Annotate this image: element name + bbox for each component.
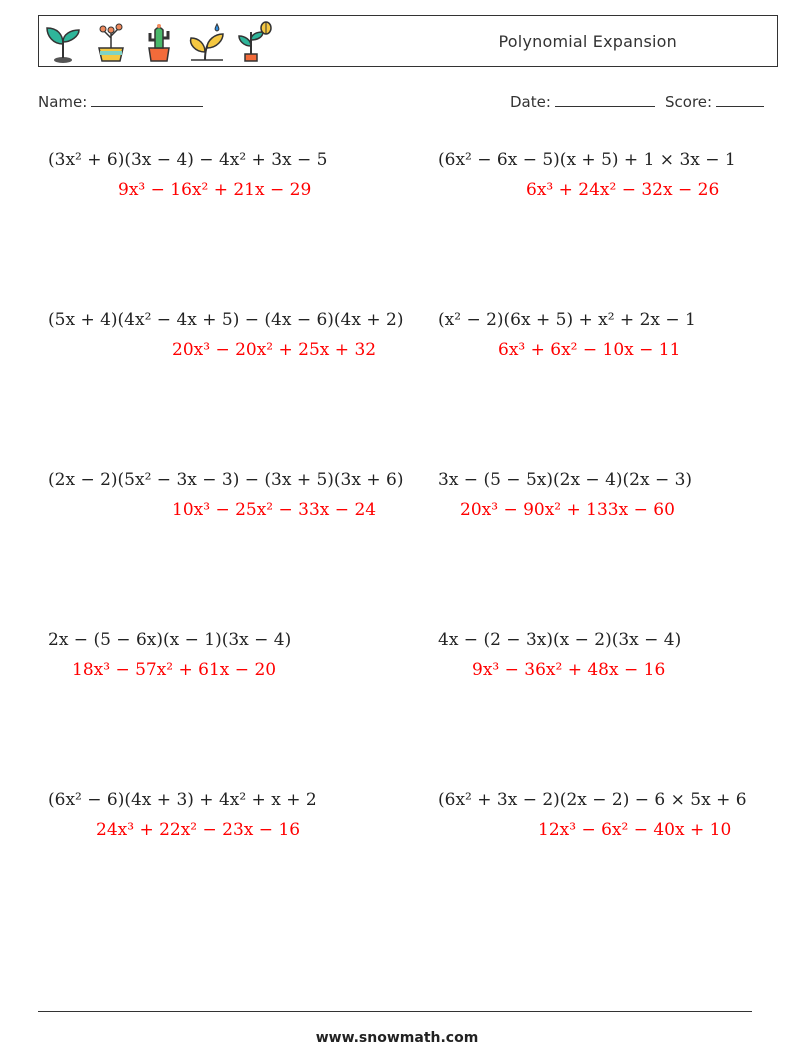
- page-title: Polynomial Expansion: [498, 32, 677, 51]
- problem-answer: 6x³ + 24x² − 32x − 26: [526, 180, 720, 200]
- problem-6: [438, 470, 693, 520]
- problem-question: (5x + 4)(4x² − 4x + 5) − (4x − 6)(4x + 2): [48, 310, 404, 330]
- problem-10: [438, 790, 747, 840]
- date-label: Date:: [510, 93, 551, 111]
- problem-answer: 6x³ + 6x² − 10x − 11: [498, 340, 681, 360]
- problem-question: (6x² − 6x − 5)(x + 5) + 1 × 3x − 1: [438, 150, 736, 170]
- name-field[interactable]: [38, 92, 203, 111]
- plant-ladybug-icon: [235, 20, 275, 64]
- date-blank[interactable]: [555, 92, 655, 107]
- cactus-icon: [139, 20, 179, 64]
- name-label: Name:: [38, 93, 88, 111]
- sprout-icon: [43, 20, 83, 64]
- header-box: [38, 15, 778, 67]
- watered-sprout-icon: [187, 20, 227, 64]
- problem-question: 2x − (5 − 6x)(x − 1)(3x − 4): [48, 630, 292, 650]
- footer-url[interactable]: www.snowmath.com: [315, 1030, 479, 1046]
- problem-8: [438, 630, 682, 680]
- problem-7: [48, 630, 292, 680]
- problem-answer: 18x³ − 57x² + 61x − 20: [72, 660, 277, 680]
- problem-answer: 10x³ − 25x² − 33x − 24: [172, 500, 377, 520]
- problem-answer: 24x³ + 22x² − 23x − 16: [96, 820, 301, 840]
- footer-divider: [38, 1011, 752, 1012]
- problem-answer: 20x³ − 20x² + 25x + 32: [172, 340, 377, 360]
- problem-question: (6x² + 3x − 2)(2x − 2) − 6 × 5x + 6: [438, 790, 747, 810]
- flower-pot-icon: [91, 20, 131, 64]
- problem-5: [48, 470, 404, 520]
- problem-question: (3x² + 6)(3x − 4) − 4x² + 3x − 5: [48, 150, 328, 170]
- problem-answer: 9x³ − 36x² + 48x − 16: [472, 660, 666, 680]
- problem-3: [48, 310, 404, 360]
- header-icons: [43, 20, 275, 64]
- problem-question: 4x − (2 − 3x)(x − 2)(3x − 4): [438, 630, 682, 650]
- problem-question: (6x² − 6)(4x + 3) + 4x² + x + 2: [48, 790, 317, 810]
- problem-2: [438, 150, 736, 200]
- score-blank[interactable]: [716, 92, 764, 107]
- problem-answer: 12x³ − 6x² − 40x + 10: [538, 820, 732, 840]
- problem-1: [48, 150, 328, 200]
- name-blank[interactable]: [91, 92, 203, 107]
- problem-4: [438, 310, 696, 360]
- problem-9: [48, 790, 317, 840]
- problem-question: 3x − (5 − 5x)(2x − 4)(2x − 3): [438, 470, 693, 490]
- problem-question: (x² − 2)(6x + 5) + x² + 2x − 1: [438, 310, 696, 330]
- score-field[interactable]: [665, 92, 764, 111]
- problem-question: (2x − 2)(5x² − 3x − 3) − (3x + 5)(3x + 6): [48, 470, 404, 490]
- problem-answer: 20x³ − 90x² + 133x − 60: [460, 500, 675, 520]
- problem-answer: 9x³ − 16x² + 21x − 29: [118, 180, 312, 200]
- date-field[interactable]: [510, 92, 655, 111]
- score-label: Score:: [665, 93, 713, 111]
